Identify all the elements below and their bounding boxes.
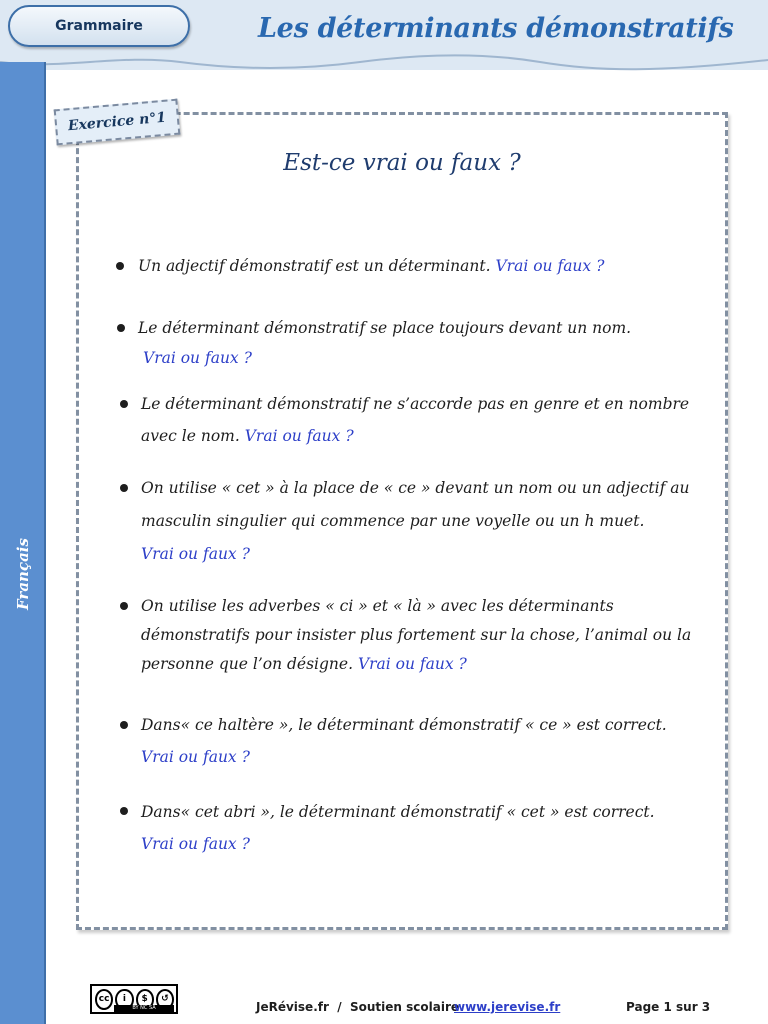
- question-item: [141, 388, 689, 452]
- question-text: personne que l’on désigne.: [141, 655, 353, 673]
- bullet-icon: [120, 484, 128, 492]
- category-badge: Grammaire: [8, 5, 190, 47]
- footer-website-link[interactable]: www.jerevise.fr: [454, 1000, 561, 1014]
- bullet-icon: [120, 721, 128, 729]
- question-item: [141, 796, 655, 860]
- question-text: Le déterminant démonstratif se place toujours devant un nom.: [138, 319, 632, 337]
- question-text: On utilise « cet » à la place de « ce » devant un nom ou un adjectif au: [141, 479, 690, 497]
- true-false-prompt: Vrai ou faux ?: [357, 655, 467, 673]
- true-false-prompt: Vrai ou faux ?: [244, 427, 354, 445]
- true-false-prompt: Vrai ou faux ?: [141, 835, 250, 853]
- question-text: Dans« cet abri », le déterminant démonstratif « cet » est correct.: [141, 803, 655, 821]
- question-text: démonstratifs pour insister plus fortement sur la chose, l’animal ou la: [141, 626, 692, 644]
- question-item: [141, 709, 667, 773]
- true-false-prompt: Vrai ou faux ?: [143, 349, 252, 367]
- true-false-prompt: Vrai ou faux ?: [141, 545, 250, 563]
- subject-sidebar: [0, 62, 46, 1024]
- footer-site-name: JeRévise.fr / Soutien scolaire: [256, 1000, 460, 1014]
- bullet-icon: [120, 602, 128, 610]
- exercise-title: Est-ce vrai ou faux ?: [283, 150, 521, 176]
- question-item: [141, 592, 691, 679]
- question-text: masculin singulier qui commence par une voyelle ou un h muet.: [141, 512, 645, 530]
- question-item: [138, 312, 631, 344]
- bullet-icon: [117, 324, 125, 332]
- question-text: On utilise les adverbes « ci » et « là » avec les déterminants: [141, 597, 614, 615]
- cc-icon: cc: [95, 989, 113, 1010]
- bullet-icon: [120, 400, 128, 408]
- true-false-prompt: Vrai ou faux ?: [495, 257, 605, 275]
- bullet-icon: [120, 807, 128, 815]
- exercise-label: Exercice n°1: [54, 99, 181, 146]
- question-text: Un adjectif démonstratif est un déterminant.: [138, 257, 491, 275]
- nc-icon: $: [136, 989, 154, 1010]
- question-item: [141, 472, 690, 571]
- question-text: Dans« ce haltère », le déterminant démonstratif « ce » est correct.: [141, 716, 667, 734]
- question-text: Le déterminant démonstratif ne s’accorde pas en genre et en nombre: [141, 395, 690, 413]
- true-false-prompt: Vrai ou faux ?: [141, 748, 250, 766]
- question-item: [138, 250, 604, 282]
- by-icon: i: [115, 989, 133, 1010]
- bullet-icon: [116, 262, 124, 270]
- question-text: avec le nom.: [141, 427, 240, 445]
- license-terms: BY NC SA: [114, 1005, 174, 1012]
- page-title: Les déterminants démonstratifs: [258, 13, 734, 44]
- page-number: Page 1 sur 3: [626, 1000, 711, 1014]
- sa-icon: ↺: [156, 989, 174, 1010]
- subject-label: Français: [14, 538, 32, 610]
